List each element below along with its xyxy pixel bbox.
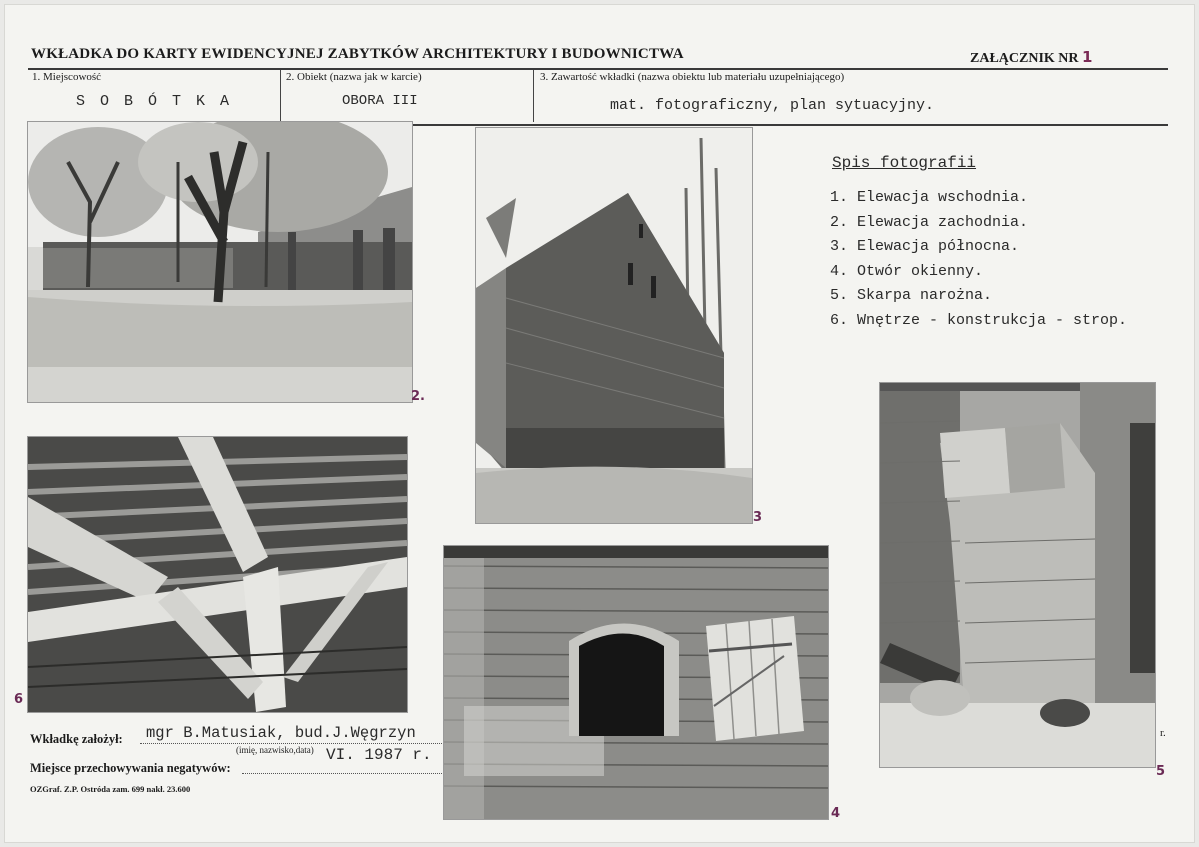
object-value: OBORA III (342, 93, 418, 109)
photo-timber-roof (27, 436, 408, 713)
field-divider-2 (533, 70, 534, 122)
list-item: 4. Otwór okienny. (830, 262, 984, 280)
photo-number-4: 4 (831, 806, 841, 821)
photo-number-3: 3 (753, 510, 763, 525)
photo-number-6: 6 (14, 692, 24, 707)
list-item: 1. Elewacja wschodnia. (830, 189, 1029, 206)
field-divider-1 (280, 70, 281, 122)
contents-label: 3. Zawartość wkładki (nazwa obiektu lub materiału uzupełniającego) (540, 71, 845, 83)
storage-label: Miejsce przechowywania negatywów: (30, 761, 231, 775)
photo-trees-and-wall (27, 121, 413, 403)
founder-hint: (imię, nazwisko,data) (236, 745, 314, 755)
founder-label: Wkładkę założył: (30, 732, 123, 746)
photo-list (830, 186, 1127, 333)
document-title: WKŁADKA DO KARTY EWIDENCYJNEJ ZABYTKÓW ARCHITEKTURY I BUDOWNICTWA (31, 46, 684, 62)
founder-value: mgr B.Matusiak, bud.J.Węgrzyn (146, 724, 416, 742)
locality-value: S O B Ó T K A (76, 93, 233, 110)
storage-dotline (242, 773, 442, 774)
header-rule-top (28, 68, 1168, 70)
list-item: 2. Elewacja zachodnia. (830, 213, 1029, 231)
list-item: 3. Elewacja północna. (830, 238, 1020, 255)
list-item: 5. Skarpa narożna. (830, 287, 993, 304)
attachment-number-value: 1 (1082, 48, 1093, 66)
photo-window-opening (443, 545, 829, 820)
photo-corner-buttress (879, 382, 1156, 768)
list-item: 6. Wnętrze - konstrukcja - strop. (830, 311, 1128, 329)
printer-info: OZGraf. Z.P. Ostróda zam. 699 nakł. 23.600 (30, 784, 191, 794)
date-value: VI. 1987 r. (326, 746, 432, 764)
edge-mark: r. (1160, 727, 1166, 739)
founder-dotline (140, 743, 442, 744)
photo-number-5: 5 (1156, 764, 1166, 779)
photo-brick-gable (475, 127, 753, 524)
photo-list-title: Spis fotografii (832, 154, 977, 172)
object-label: 2. Obiekt (nazwa jak w karcie) (286, 71, 422, 83)
attachment-label: ZAŁĄCZNIK NR (970, 51, 1079, 66)
attachment-number (970, 48, 1092, 67)
contents-value: mat. fotograficzny, plan sytuacyjny. (610, 97, 935, 114)
locality-label: 1. Miejscowość (32, 71, 102, 83)
photo-number-2: 2. (411, 389, 425, 404)
